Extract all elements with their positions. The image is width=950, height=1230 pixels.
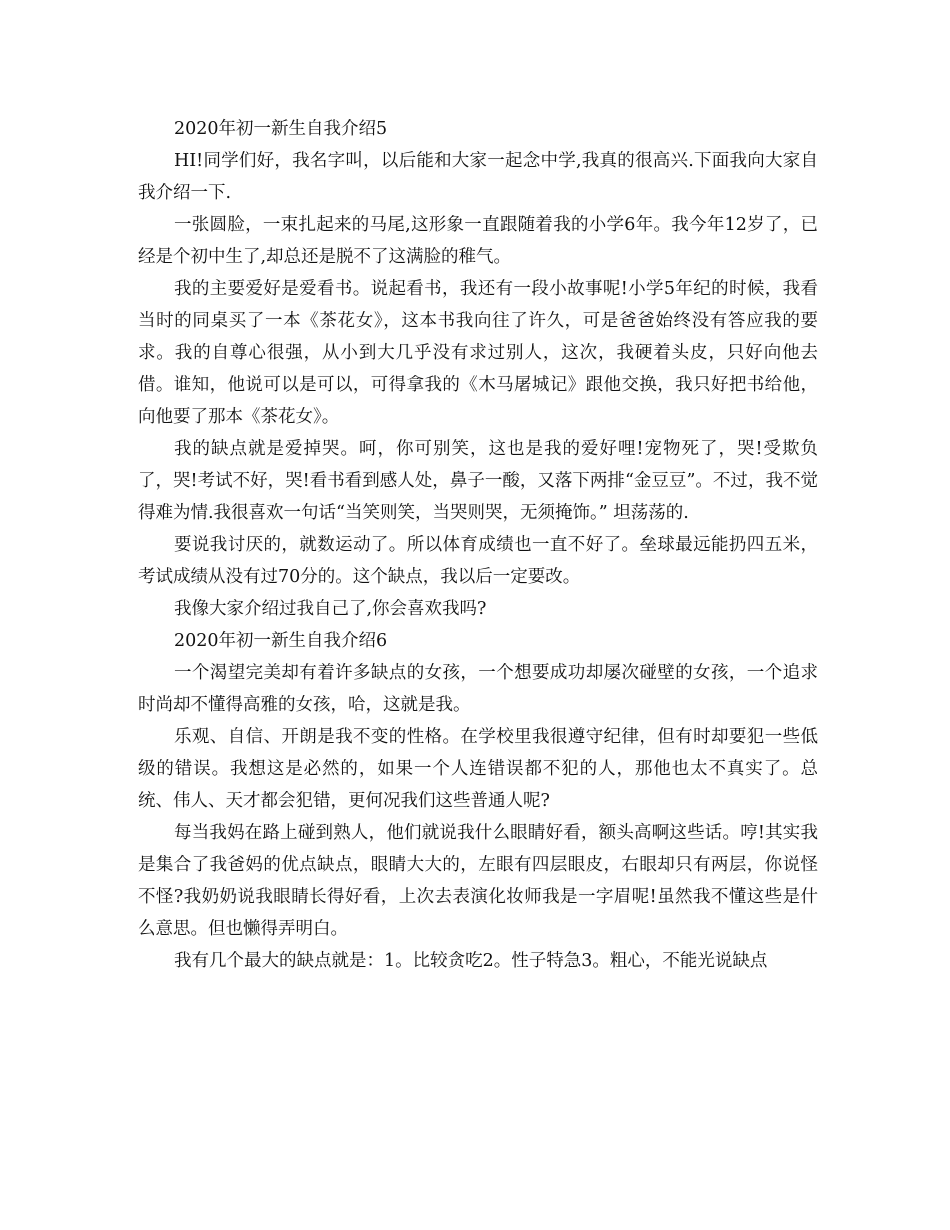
section-heading: 2020年初一新生自我介绍5 [174,119,388,139]
paragraph: 我的主要爱好是爱看书。说起看书，我还有一段小故事呢!小学5年纪的时候，我看当时的同桌买了一本《茶花女》，这本书我向往了许久，可是爸爸始终没有答应我的要求。我的自尊心很强，从小到大几乎没有求过别人，这次，我硬着头皮，只好向他去借。谁知，他说可以是可以，可得拿我的《木马屠城记》跟他交换，我只好把书给他，向他要了那本《茶花女》。 [138,279,818,427]
paragraph: 要说我讨厌的，就数运动了。所以体育成绩也一直不好了。垒球最远能扔四五米，考试成绩从没有过70分的。这个缺点，我以后一定要改。 [138,535,818,587]
paragraph: 一张圆脸，一束扎起来的马尾,这形象一直跟随着我的小学6年。我今年12岁了，已经是个初中生了,却总还是脱不了这满脸的稚气。 [138,215,818,267]
paragraph: 我像大家介绍过我自己了,你会喜欢我吗? [174,599,487,619]
paragraph: 一个渴望完美却有着许多缺点的女孩，一个想要成功却屡次碰壁的女孩，一个追求时尚却不懂得高雅的女孩，哈，这就是我。 [138,663,818,715]
paragraph: HI!同学们好，我名字叫，以后能和大家一起念中学,我真的很高兴.下面我向大家自我介绍一下. [138,151,818,203]
section-heading: 2020年初一新生自我介绍6 [174,631,388,651]
paragraph: 我的缺点就是爱掉哭。呵，你可别笑，这也是我的爱好哩!宠物死了，哭!受欺负了，哭!考试不好，哭!看书看到感人处，鼻子一酸，又落下两排“金豆豆”。不过，我不觉得难为情.我很喜欢一句话“当笑则笑，当哭则哭，无须掩饰。” 坦荡荡的. [138,439,818,523]
paragraph: 每当我妈在路上碰到熟人，他们就说我什么眼睛好看，额头高啊这些话。哼!其实我是集合了我爸妈的优点缺点，眼睛大大的，左眼有四层眼皮，右眼却只有两层，你说怪不怪?我奶奶说我眼睛长得好看，上次去表演化妆师我是一字眉呢!虽然我不懂这些是什么意思。但也懒得弄明白。 [138,823,818,939]
paragraph: 乐观、自信、开朗是我不变的性格。在学校里我很遵守纪律，但有时却要犯一些低级的错误。我想这是必然的，如果一个人连错误都不犯的人，那他也太不真实了。总统、伟人、天才都会犯错，更何况我们这些普通人呢? [138,727,818,811]
paragraph: 我有几个最大的缺点就是：1。比较贪吃2。性子特急3。粗心，不能光说缺点 [174,951,768,971]
document-body [138,113,818,977]
